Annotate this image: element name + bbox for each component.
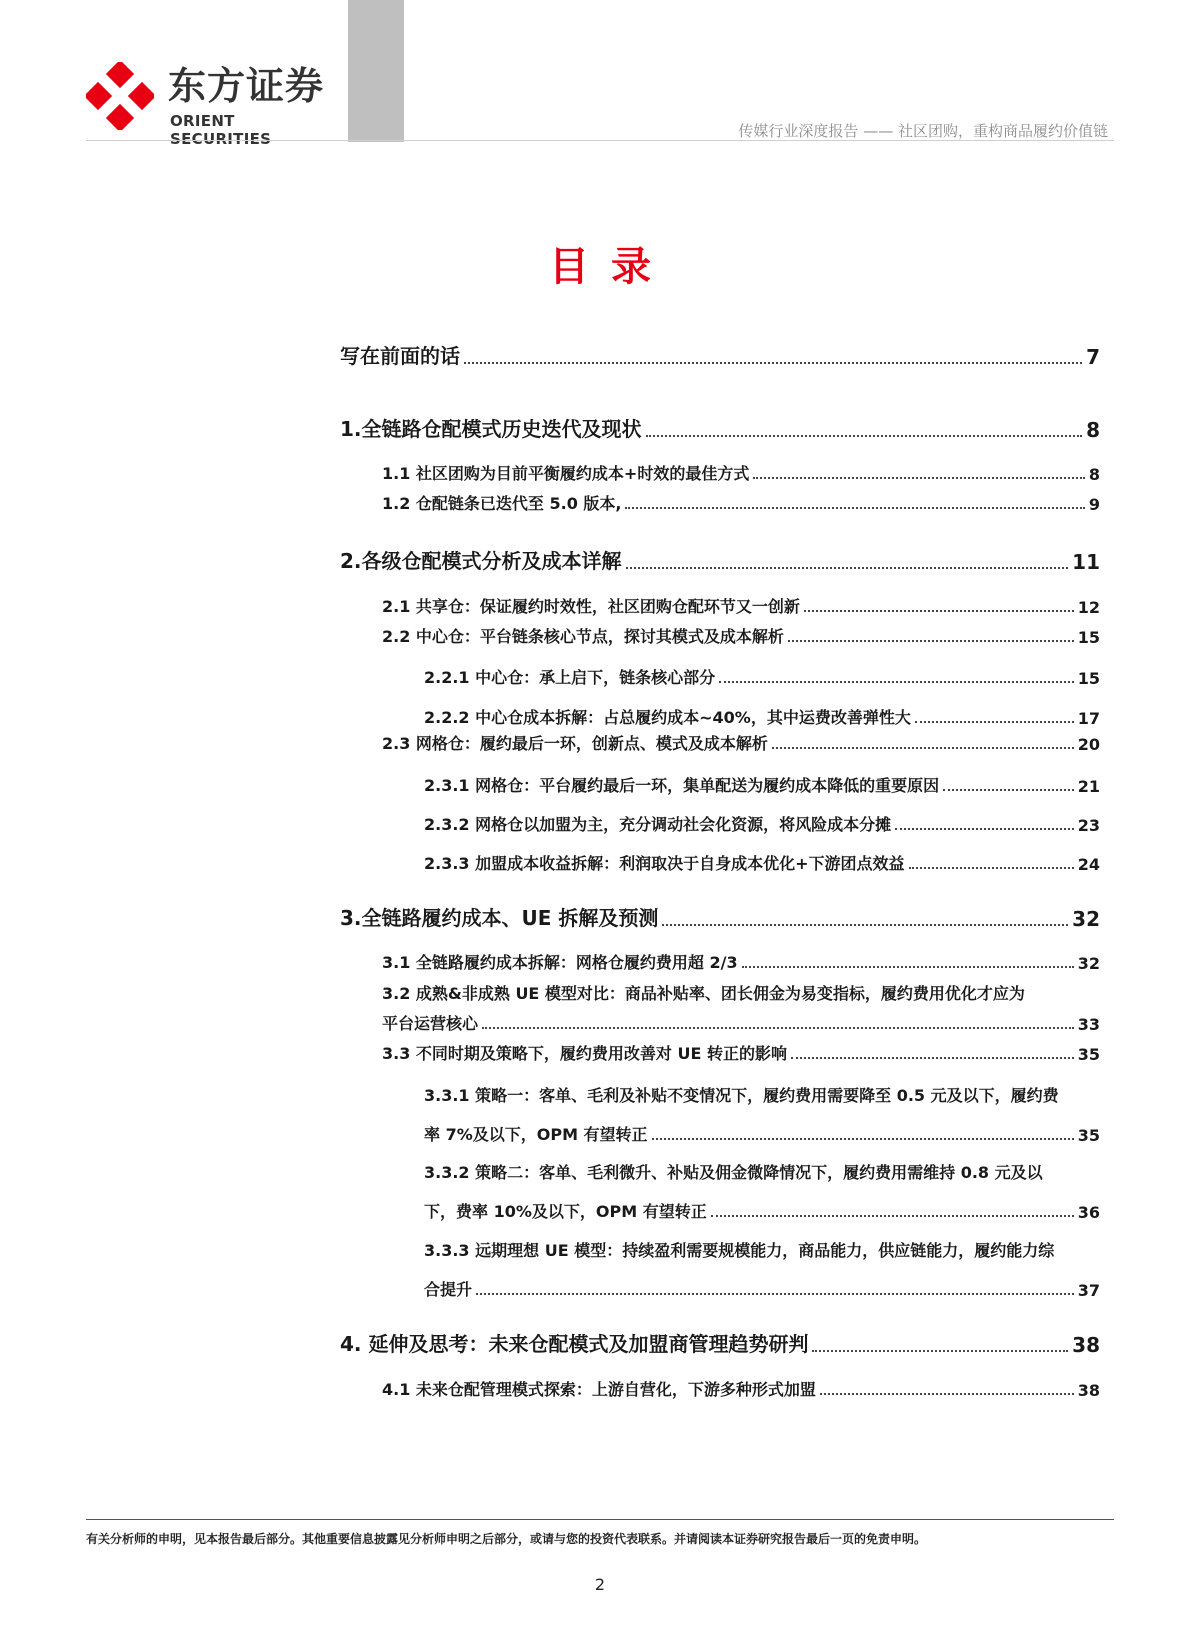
footer-disclaimer: 有关分析师的申明，见本报告最后部分。其他重要信息披露见分析师申明之后部分，或请与您的投资代表联系。并请阅读本证券研究报告最后一页的免责申明。 bbox=[86, 1532, 927, 1546]
toc-entry-3-3-1[interactable]: 率 7%及以下，OPM 有望转正 35 bbox=[424, 1125, 1100, 1145]
report-title: 社区团购，重构商品履约价值链 bbox=[897, 122, 1108, 140]
toc-entry-3-3-1-line1[interactable]: 3.3.1 策略一：客单、毛利及补贴不变情况下，履约费用需要降至 0.5 元及以下，履约费 bbox=[424, 1086, 1059, 1105]
toc-entry-1[interactable]: 1.全链路仓配模式历史迭代及现状 8 bbox=[340, 417, 1100, 442]
toc-entry-1-1[interactable]: 1.1 社区团购为目前平衡履约成本+时效的最佳方式 8 bbox=[382, 464, 1100, 484]
toc-entry-2-2[interactable]: 2.2 中心仓：平台链条核心节点，探讨其模式及成本解析 15 bbox=[382, 627, 1100, 647]
toc-entry-preface[interactable]: 写在前面的话 7 bbox=[340, 344, 1100, 369]
toc-entry-3-3[interactable]: 3.3 不同时期及策略下，履约费用改善对 UE 转正的影响 35 bbox=[382, 1044, 1100, 1064]
toc-entry-3-1[interactable]: 3.1 全链路履约成本拆解：网格仓履约费用超 2/3 32 bbox=[382, 953, 1100, 973]
toc-entry-3-3-2-line1[interactable]: 3.3.2 策略二：客单、毛利微升、补贴及佣金微降情况下，履约费用需维持 0.8 元及以 bbox=[424, 1163, 1043, 1182]
logo-english-name: ORIENT SECURITIES bbox=[170, 112, 272, 148]
toc-entry-3-3-3-line1[interactable]: 3.3.3 远期理想 UE 模型：持续盈利需要规模能力，商品能力，供应链能力，履约能力综 bbox=[424, 1241, 1055, 1260]
toc-entry-2-2-2[interactable]: 2.2.2 中心仓成本拆解：占总履约成本~40%，其中运费改善弹性大 17 bbox=[424, 708, 1100, 728]
toc-entry-3[interactable]: 3.全链路履约成本、UE 拆解及预测 32 bbox=[340, 906, 1100, 931]
toc-entry-3-2[interactable]: 平台运营核心 33 bbox=[382, 1014, 1100, 1034]
toc-entry-3-2-line1[interactable]: 3.2 成熟&非成熟 UE 模型对比：商品补贴率、团长佣金为易变指标，履约费用优化才应为 bbox=[382, 984, 1025, 1003]
toc-entry-1-2[interactable]: 1.2 仓配链条已迭代至 5.0 版本, 9 bbox=[382, 494, 1100, 514]
toc-entry-3-3-2[interactable]: 下，费率 10%及以下，OPM 有望转正 36 bbox=[424, 1202, 1100, 1222]
header-grey-band bbox=[348, 0, 404, 142]
report-type: 传媒行业深度报告 bbox=[738, 122, 859, 140]
toc-entry-4-1[interactable]: 4.1 未来仓配管理模式探索：上游自营化，下游多种形式加盟 38 bbox=[382, 1380, 1100, 1400]
toc-entry-2-1[interactable]: 2.1 共享仓：保证履约时效性，社区团购仓配环节又一创新 12 bbox=[382, 597, 1100, 617]
toc-entry-2-3-1[interactable]: 2.3.1 网格仓：平台履约最后一环，集单配送为履约成本降低的重要原因 21 bbox=[424, 776, 1100, 796]
header-divider bbox=[86, 140, 1114, 141]
header-separator: —— bbox=[863, 122, 894, 140]
toc-title: 目录 bbox=[549, 244, 673, 290]
toc-entry-2[interactable]: 2.各级仓配模式分析及成本详解 11 bbox=[340, 549, 1100, 574]
orient-logo-icon bbox=[86, 62, 154, 130]
toc-entry-2-3[interactable]: 2.3 网格仓：履约最后一环，创新点、模式及成本解析 20 bbox=[382, 734, 1100, 754]
toc-entry-2-3-2[interactable]: 2.3.2 网格仓以加盟为主，充分调动社会化资源，将风险成本分摊 23 bbox=[424, 815, 1100, 835]
report-header bbox=[738, 120, 1108, 141]
toc-entry-2-3-3[interactable]: 2.3.3 加盟成本收益拆解：利润取决于自身成本优化+下游团点效益 24 bbox=[424, 854, 1100, 874]
company-logo bbox=[86, 62, 336, 148]
toc-entry-4[interactable]: 4. 延伸及思考：未来仓配模式及加盟商管理趋势研判 38 bbox=[340, 1332, 1100, 1357]
toc-entry-3-3-3[interactable]: 合提升 37 bbox=[424, 1280, 1100, 1300]
logo-chinese-name: 东方证券 bbox=[168, 64, 325, 108]
footer-divider bbox=[86, 1519, 1114, 1520]
toc-entry-2-2-1[interactable]: 2.2.1 中心仓：承上启下，链条核心部分 15 bbox=[424, 668, 1100, 688]
page-number: 2 bbox=[594, 1575, 606, 1594]
